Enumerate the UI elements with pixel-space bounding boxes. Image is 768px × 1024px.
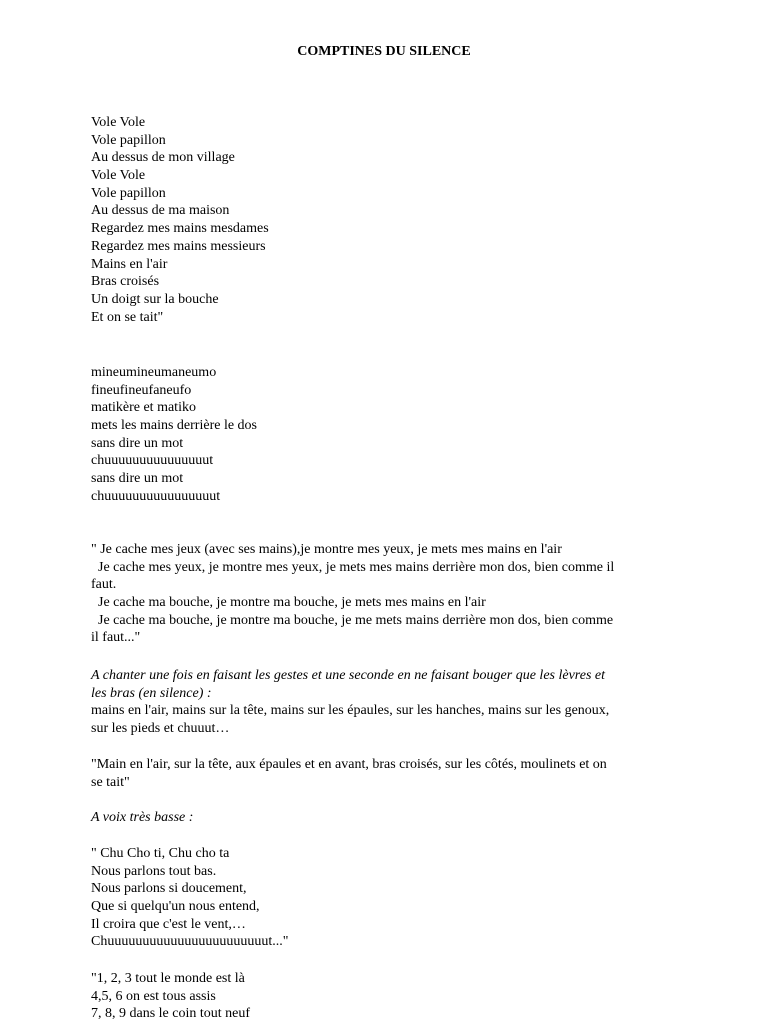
poem-line: Un doigt sur la bouche [91, 291, 219, 307]
poem-line: mineumineumaneumo [91, 365, 217, 380]
poem-mineumineu [91, 364, 681, 506]
poem-line: fineufineufaneufo [91, 382, 192, 398]
poem-line: " Chu Cho ti, Chu cho ta [91, 846, 230, 861]
poem-line: Je cache ma bouche, je montre ma bouche, je me mets mains derrière mon dos, bien comme [91, 612, 614, 628]
poem-line: mains en l'air, mains sur la tête, mains sur les épaules, sur les hanches, mains sur les genoux, [91, 703, 610, 718]
poem-line: sans dire un mot [91, 435, 184, 451]
poem-line: Et on se tait" [91, 309, 164, 325]
poem-line: Vole papillon [91, 185, 166, 201]
poem-line: Chuuuuuuuuuuuuuuuuuuuuuuut..." [91, 934, 289, 950]
poem-line: Vole Vole [91, 168, 146, 184]
poem-line: sur les pieds et chuuut… [91, 720, 230, 736]
instruction-line: A voix très basse : [91, 810, 194, 825]
poem-line: mets les mains derrière le dos [91, 418, 258, 434]
poem-mains-en-lair [91, 702, 681, 737]
poem-line: il faut..." [91, 630, 141, 646]
poem-line: Nous parlons tout bas. [91, 863, 217, 879]
poem-vole-papillon [91, 114, 681, 326]
poem-line: 7, 8, 9 dans le coin tout neuf [91, 1006, 251, 1022]
poem-line: Je cache mes yeux, je montre mes yeux, je mets mes mains derrière mon dos, bien comme il [91, 559, 615, 575]
poem-line: Regardez mes mains messieurs [91, 238, 266, 254]
poem-line: chuuuuuuuuuuuuuuuut [91, 488, 221, 504]
poem-chu-cho-ti [91, 845, 681, 951]
poem-line: Au dessus de mon village [91, 150, 235, 166]
poem-line: faut. [91, 577, 117, 593]
poem-1-2-3 [91, 970, 681, 1023]
poem-line: Que si quelqu'un nous entend, [91, 899, 260, 915]
poem-line: matikère et matiko [91, 400, 196, 416]
poem-line: Il croira que c'est le vent,… [91, 916, 246, 932]
poem-line: " Je cache mes jeux (avec ses mains),je montre mes yeux, je mets mes mains en l'air [91, 542, 562, 557]
instruction-chanter [91, 667, 681, 702]
page-title: COMPTINES DU SILENCE [297, 44, 471, 59]
poem-line: Regardez mes mains mesdames [91, 221, 269, 237]
instruction-line: A chanter une fois en faisant les gestes et une seconde en ne faisant bouger que les lèvres et [91, 668, 605, 683]
poem-line: Je cache ma bouche, je montre ma bouche, je mets mes mains en l'air [91, 595, 486, 611]
poem-line: "Main en l'air, sur la tête, aux épaules et en avant, bras croisés, sur les côtés, moulinets et on [91, 757, 607, 772]
poem-line: Vole papillon [91, 132, 166, 148]
poem-line: Nous parlons si doucement, [91, 881, 247, 897]
poem-line: sans dire un mot [91, 471, 184, 487]
poem-line: Mains en l'air [91, 256, 168, 272]
poem-main-en-lair [91, 756, 681, 791]
poem-line: chuuuuuuuuuuuuuuut [91, 453, 214, 469]
poem-je-cache [91, 541, 681, 647]
poem-line: Bras croisés [91, 274, 160, 290]
instruction-voix-basse [91, 809, 681, 827]
poem-line: 4,5, 6 on est tous assis [91, 988, 216, 1004]
poem-line: Vole Vole [91, 115, 146, 130]
poem-line: se tait" [91, 774, 130, 790]
poem-line: "1, 2, 3 tout le monde est là [91, 971, 245, 986]
poem-line: Au dessus de ma maison [91, 203, 230, 219]
instruction-line: les bras (en silence) : [91, 685, 212, 701]
